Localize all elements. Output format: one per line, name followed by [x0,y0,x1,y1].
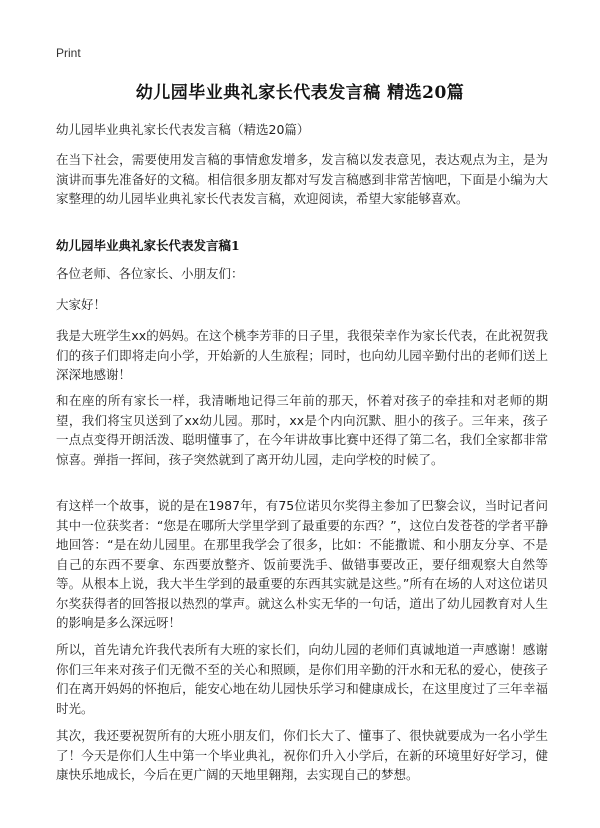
paragraph-memories: 和在座的所有家长一样，我清晰地记得三年前的那天，怀着对孩子的牵挂和对老师的期望，我们将宝贝送到了xx幼儿园。那时，xx是个内向沉默、胆小的孩子。三年来，孩子一点点变得开朗活泼、聪明懂事了，在今年讲故事比赛中还得了第二名，我们全家都非常惊喜。弹指一挥间，孩子突然就到了离开幼儿园，走向学校的时候了。 [56,393,548,467]
page-title: 幼儿园毕业典礼家长代表发言稿 精选20篇 [135,83,465,103]
paragraph-greeting: 各位老师、各位家长、小朋友们： [56,266,244,281]
paragraph-thanks: 所以，首先请允许我代表所有大班的家长们，向幼儿园的老师们真诚地道一声感谢！感谢你们三年来对孩子们无微不至的关心和照顾，是你们用辛勤的汗水和无私的爱心，使孩子们在离开妈妈的怀抱后，能安心地在幼儿园快乐学习和健康成长，在这里度过了三年幸福时光。 [56,642,548,716]
paragraph-introduction: 我是大班学生xx的妈妈。在这个桃李芳菲的日子里，我很荣幸作为家长代表，在此祝贺我们的孩子们即将走向小学，开始新的人生旅程；同时，也向幼儿园辛勤付出的老师们送上深深地感谢！ [56,328,548,382]
print-link[interactable]: Print [56,46,81,60]
section-heading: 幼儿园毕业典礼家长代表发言稿1 [56,238,240,253]
paragraph-congratulations: 其次，我还要祝贺所有的大班小朋友们，你们长大了、懂事了、很快就要成为一名小学生了！今天是你们人生中第一个毕业典礼，祝你们升入小学后，在新的环境里好好学习，健康快乐地成长，今后在更广阔的天地里翱翔，去实现自己的梦想。 [56,728,548,782]
document-subtitle: 幼儿园毕业典礼家长代表发言稿（精选20篇） [56,122,310,137]
intro-paragraph: 在当下社会，需要使用发言稿的事情愈发增多，发言稿以发表意见，表达观点为主，是为演讲而事先准备好的文稿。相信很多朋友都对写发言稿感到非常苦恼吧，下面是小编为大家整理的幼儿园毕业典礼家长代表发言稿，欢迎阅读，希望大家能够喜欢。 [56,152,548,206]
paragraph-story: 有这样一个故事，说的是在1987年，有75位诺贝尔奖得主参加了巴黎会议，当时记者问其中一位获奖者：“您是在哪所大学里学到了最重要的东西？”，这位白发苍苍的学者平静地回答：“是在幼儿园里。在那里我学会了很多，比如：不能撒谎、和小朋友分享、不是自己的东西不要拿、东西要放整齐、饭前要洗手、做错事要改正，要仔细观察大自然等等。从根本上说，我大半生学到的最重要的东西其实就是这些。”所有在场的人对这位诺贝尔奖获得者的回答报以热烈的掌声。就这么朴实无华的一句话，道出了幼儿园教育对人生的影响是多么深远呀！ [56,498,548,630]
paragraph-hello: 大家好！ [56,297,107,312]
